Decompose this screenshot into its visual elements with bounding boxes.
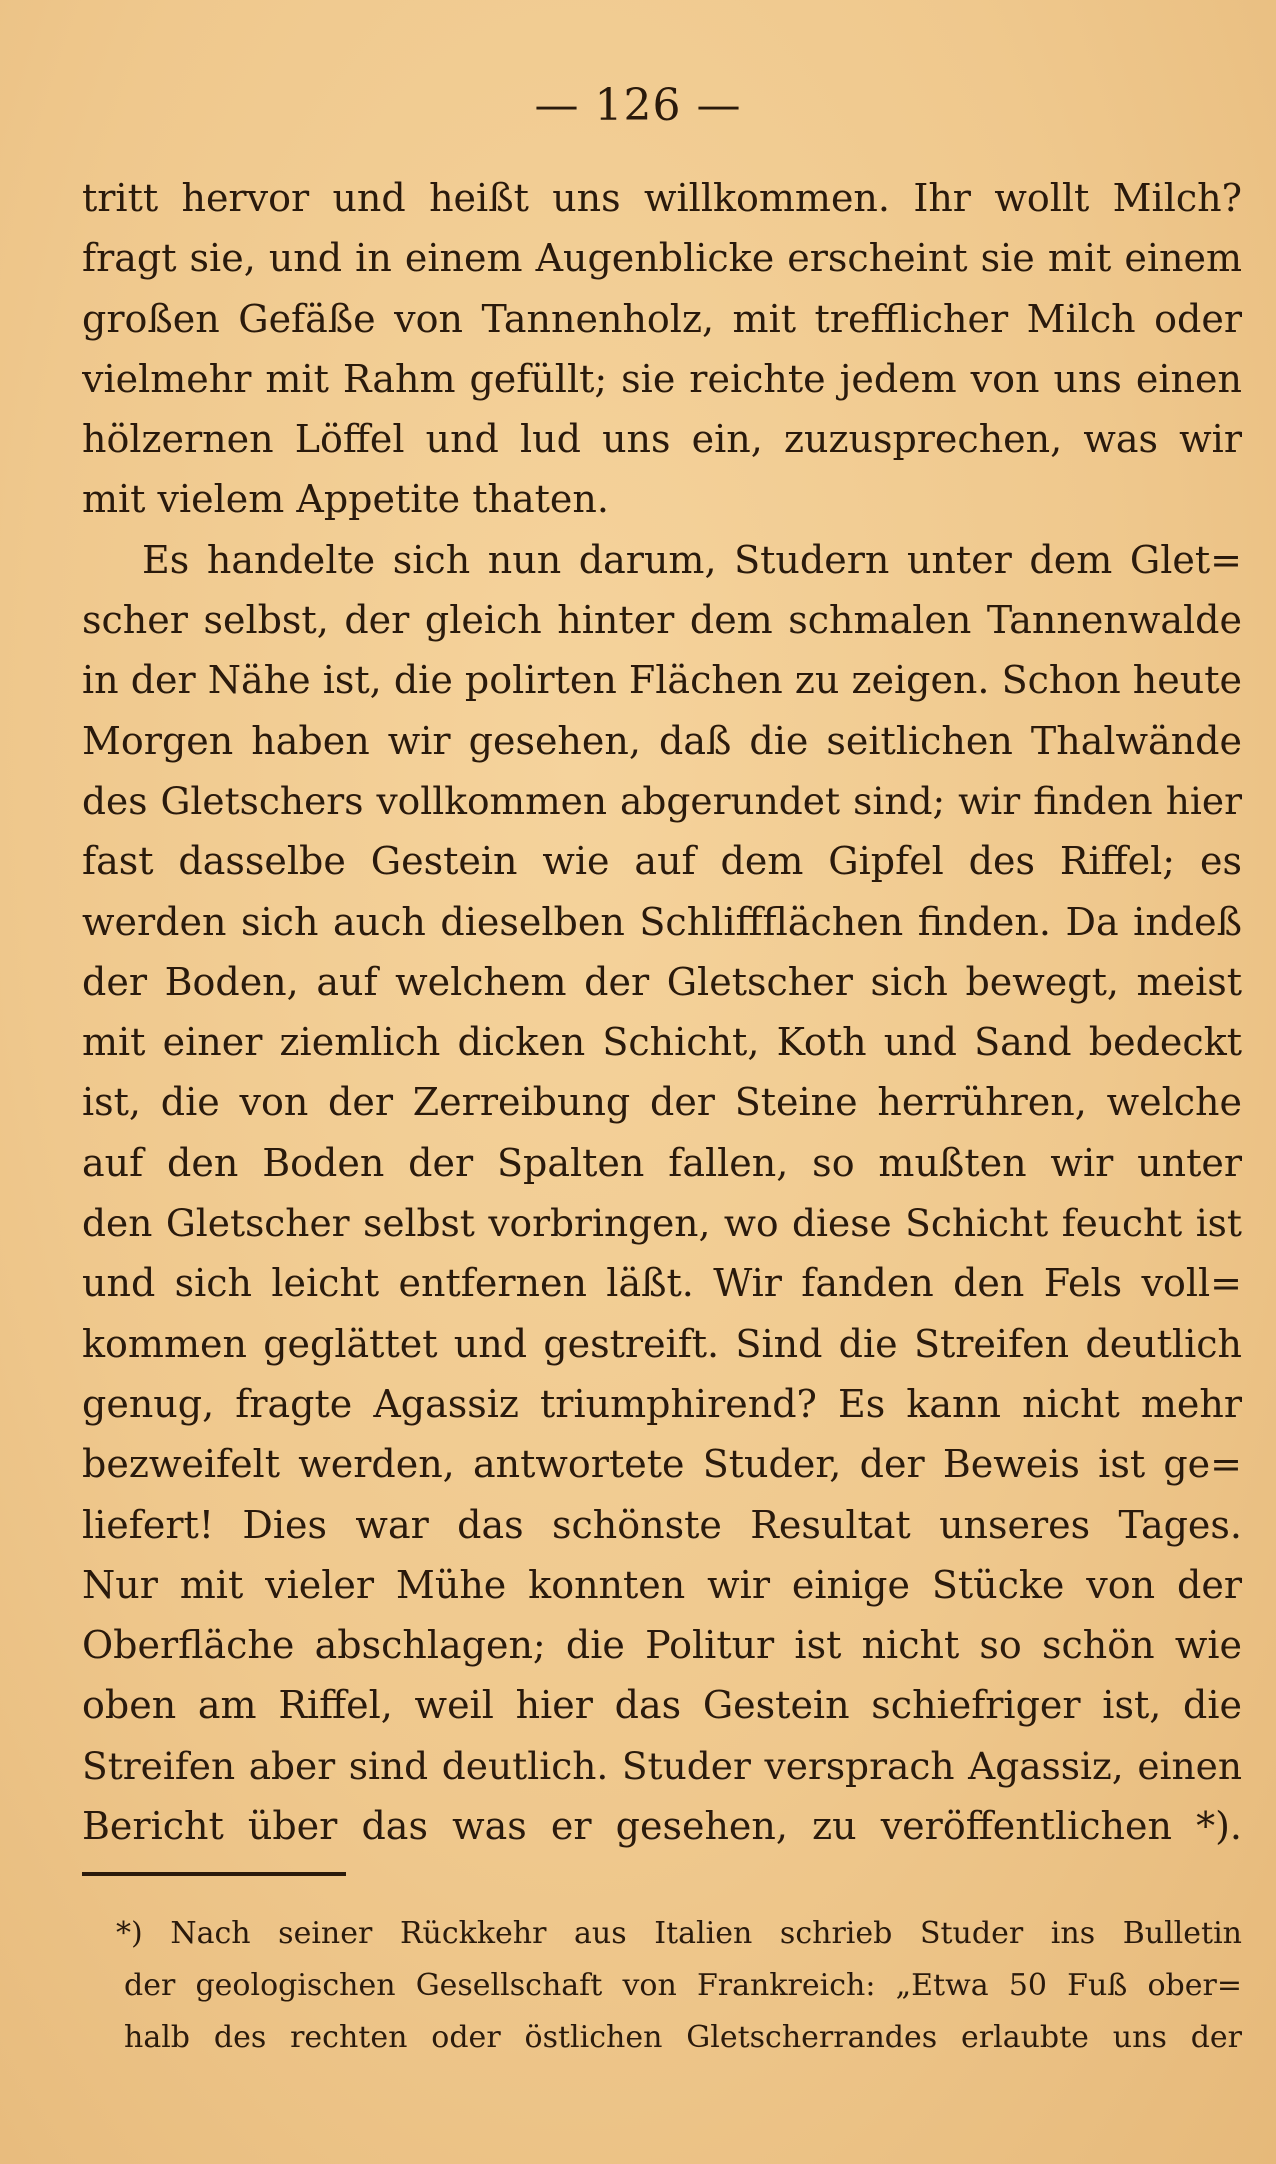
paragraph-start-line: Es handelte sich nun darum, Studern unter dem Glet= [142,537,1242,582]
text-line: Streifen aber sind deutlich. Studer versprach Agassiz, einen [82,1743,1242,1788]
footnote-line: der geologischen Gesellschaft von Frankreich: „Etwa 50 Fuß ober= [124,1968,1242,2003]
text-line: und sich leicht entfernen läßt. Wir fanden den Fels voll= [82,1261,1242,1306]
text-line: liefert! Dies war das schönste Resultat unseres Tages. [82,1502,1242,1547]
text-line: Oberfläche abschlagen; die Politur ist nicht so schön wie [82,1623,1242,1668]
text-line: mit einer ziemlich dicken Schicht, Koth und Sand bedeckt [82,1020,1242,1065]
text-line: Morgen haben wir gesehen, daß die seitlichen Thalwände [82,718,1242,763]
text-line: kommen geglättet und gestreift. Sind die Streifen deutlich [82,1321,1242,1366]
text-line: oben am Riffel, weil hier das Gestein schiefriger ist, die [82,1683,1242,1728]
text-line: der Boden, auf welchem der Gletscher sich bewegt, meist [82,959,1242,1004]
text-line: bezweifelt werden, antwortete Studer, der Beweis ist ge= [82,1442,1242,1487]
text-line: mit vielem Appetite thaten. [82,477,609,522]
text-line: werden sich auch dieselben Schliffflächen finden. Da indeß [82,899,1242,944]
text-line: vielmehr mit Rahm gefüllt; sie reichte jedem von uns einen [82,356,1242,401]
text-line: Bericht über das was er gesehen, zu veröffentlichen *). [82,1804,1242,1849]
text-line: großen Gefäße von Tannenholz, mit trefflicher Milch oder [82,296,1242,341]
text-line: Nur mit vieler Mühe konnten wir einige Stücke von der [82,1562,1242,1607]
text-line: auf den Boden der Spalten fallen, so mußten wir unter [82,1140,1242,1185]
body-text [82,168,1242,1856]
text-line: fast dasselbe Gestein wie auf dem Gipfel des Riffel; es [82,839,1242,884]
text-line: genug, fragte Agassiz triumphirend? Es kann nicht mehr [82,1381,1242,1426]
footnote [116,1908,1242,2064]
text-line: den Gletscher selbst vorbringen, wo diese Schicht feucht ist [82,1201,1242,1246]
text-line: ist, die von der Zerreibung der Steine herrühren, welche [82,1080,1242,1125]
text-line: des Gletschers vollkommen abgerundet sind; wir finden hier [82,778,1242,823]
footnote-line: *) Nach seiner Rückkehr aus Italien schrieb Studer ins Bulletin [116,1916,1242,1951]
text-line: fragt sie, und in einem Augenblicke erscheint sie mit einem [82,236,1242,281]
text-line: hölzernen Löffel und lud uns ein, zuzusprechen, was wir [82,417,1242,462]
text-line: tritt hervor und heißt uns willkommen. Ihr wollt Milch? [82,176,1242,220]
footnote-line: halb des rechten oder östlichen Gletscherrandes erlaubte uns der [124,2020,1242,2055]
footnote-separator [82,1872,346,1876]
page-number: — 126 — [534,80,742,131]
text-line: scher selbst, der gleich hinter dem schmalen Tannenwalde [82,598,1242,643]
text-line: in der Nähe ist, die polirten Flächen zu zeigen. Schon heute [82,658,1242,703]
